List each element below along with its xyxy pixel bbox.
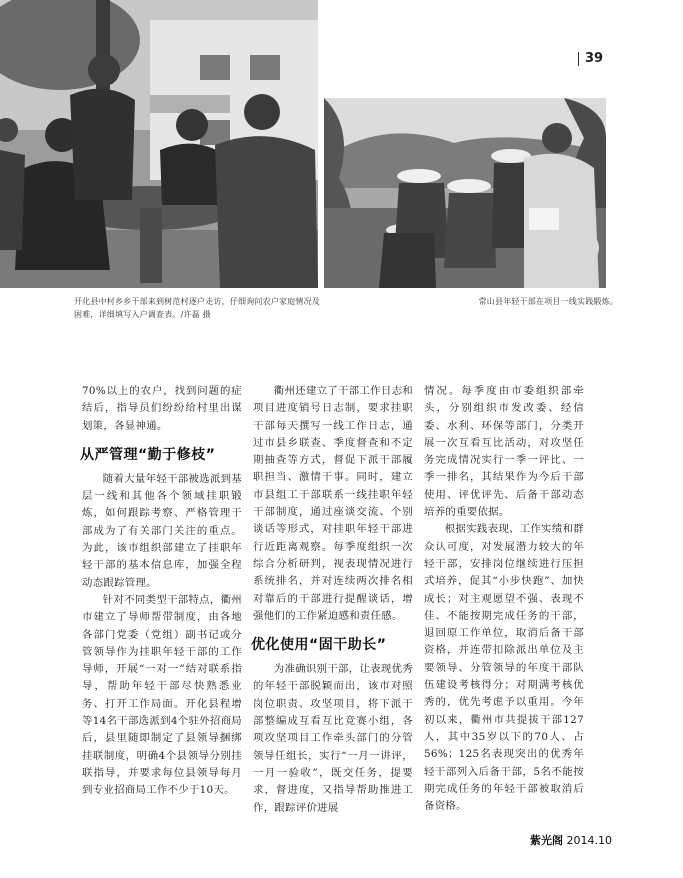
section-heading: 优化使用“固干助长” [251, 637, 387, 654]
photo-village-visit [0, 0, 318, 288]
photo-caption-right: 常山县年轻干部在项目一线实践锻炼。 [478, 297, 618, 306]
magazine-logo: 紫光阁 [530, 834, 563, 847]
paragraph: 衢州还建立了干部工作日志和项目进度销号日志制，要求挂职干部每天撰写一线工作日志，通过市县乡联查、季度督查和不定期抽查等方式，督促下派干部履职担当、激情干事。同时，建立市县组工干部联系一线挂职年轻干部制度，通过座谈交流、个别谈话等形式，对挂职年轻干部进行近距离观察。每季度组织一次综合分析研判，视表现情况进行系统排名，并对连续两次排名相对靠后的干部进行提醒谈话，增强他们的工作紧迫感和责任感。 [253, 385, 413, 622]
photo-project-site [324, 98, 606, 288]
section-heading: 从严管理“勤于修枝” [80, 446, 216, 463]
paragraph: 根据实践表现、工作实绩和群众认可度，对发展潜力较大的年轻干部，安排岗位继续进行压担式培养，促其“小步快跑”、加快成长；对主观愿望不强、表现不佳、不能按期完成任务的干部，退回原工作单位，取消后备干部资格，并连带扣除派出单位及主要领导、分管领导的年度干部队伍建设考核得分；对期满考核优秀的，优先考虑予以重用。今年初以来，衢州市共提拔干部127人，其中35岁以下的70人、占56%；125名表现突出的优秀年轻干部列入后备干部，5名不能按期完成任务的年轻干部被取消后备资格。 [424, 523, 584, 813]
paragraph: 为准确识别干部，让表现优秀的年轻干部脱颖而出，该市对照岗位职责、攻坚项目，将下派干部整编成互看互比竞赛小组，各项攻坚项目工作牵头部门的分管领导任组长，实行“一月一讲评，一月一验收”，既交任务，提要求，督进度，又指导帮助推进工作，跟踪评价进展 [253, 663, 413, 814]
paragraph: 70%以上的农户，找到问题的症结后，指导员们纷纷给村里出谋划策，各显神通。 [82, 385, 242, 432]
article-column-3 [424, 383, 584, 815]
paragraph: 情况。每季度由市委组织部牵头，分别组织市发改委、经信委、水利、环保等部门，分类开展一次互看互比活动，对攻坚任务完成情况实行一季一评比、一季一排名，其结果作为今后干部使用、评优评先、后备干部动态培养的重要依据。 [424, 385, 584, 519]
issue-number: 2014.10 [566, 834, 612, 847]
page-number: 39 [578, 52, 603, 66]
article-column-2 [253, 383, 413, 817]
paragraph: 针对不同类型干部特点，衢州市建立了导师帮带制度，由各地各部门党委（党组）副书记或分管领导作为挂职年轻干部的工作导师，开展“一对一”结对联系指导，帮助年轻干部尽快熟悉业务、打开工作局面。开化县程增等14名干部选派到4个驻外招商局后，县里随即制定了县领导捆绑挂联制度，明确4个县领导分别挂联指导，并要求每位县领导每月到专业招商局工作不少于10天。 [82, 593, 242, 797]
article-column-1 [82, 383, 242, 800]
paragraph: 随着大量年轻干部被选派到基层一线和其他各个领域挂职锻炼，如何跟踪考察、严格管理干部成为了有关部门关注的重点。为此，该市组织部建立了挂职年轻干部的基本信息库，加强全程动态跟踪管理。 [82, 472, 242, 589]
page-footer [530, 832, 612, 848]
photo-caption-left: 开化县中村乡乡干部来到树范村逐户走访，仔细询问农户家庭情况及困难，详细填写入户调查表。/许磊 摄 [74, 297, 320, 319]
